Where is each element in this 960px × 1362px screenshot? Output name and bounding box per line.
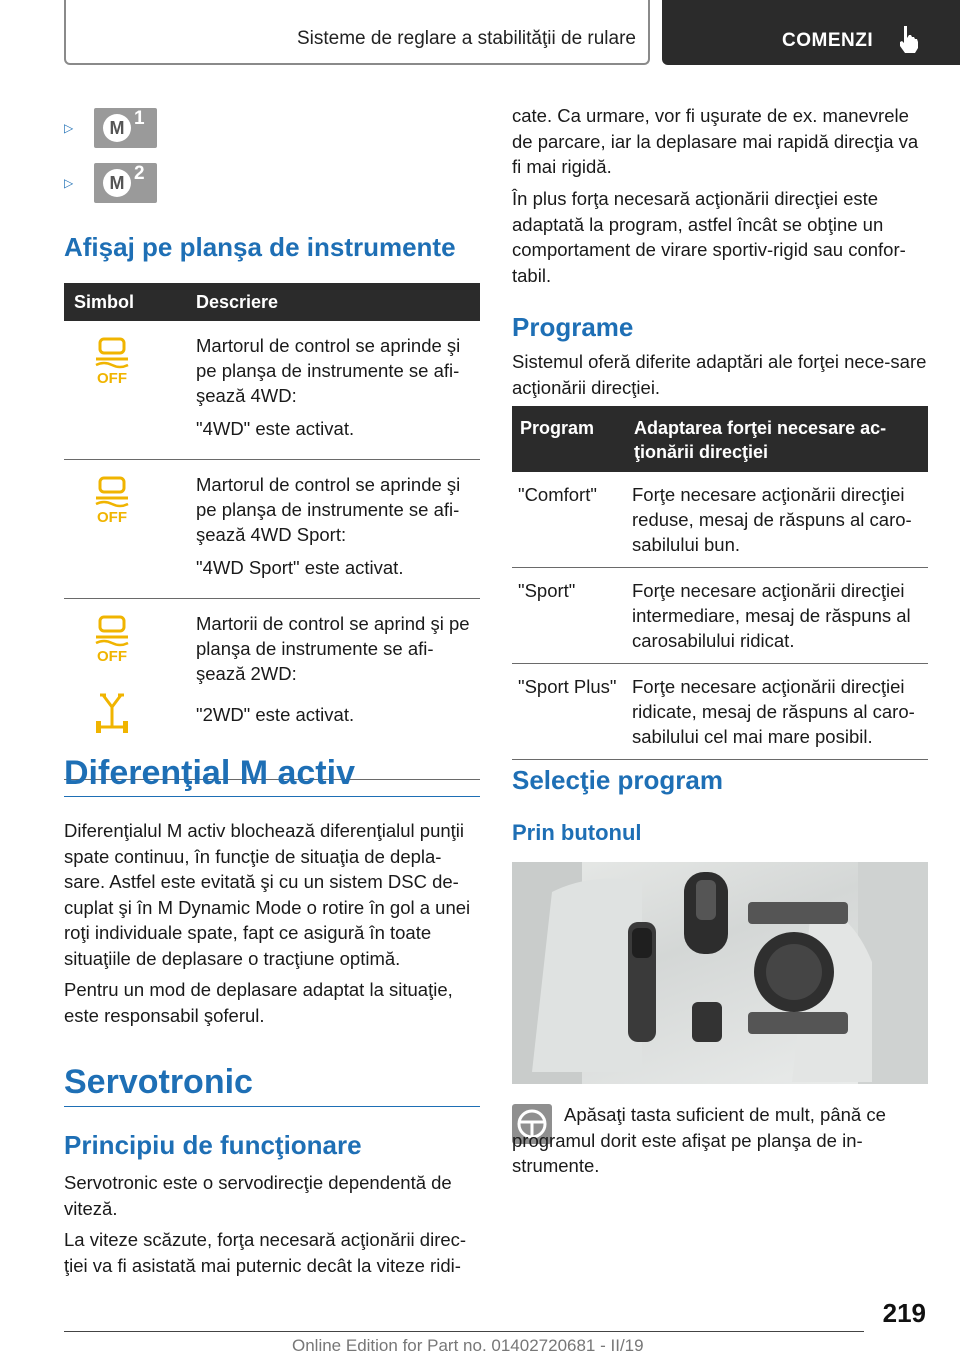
4wd-sport-off-icon [90, 474, 134, 526]
program-cell: "Sport Plus" [512, 664, 626, 760]
description-text: Martorii de control se aprind şi pe planşa de instrumente se afi‐şează 2WD: [196, 613, 470, 684]
section-divider [64, 1106, 480, 1107]
mode-button-row-1 [64, 108, 157, 148]
table-row [512, 472, 928, 568]
table-row [64, 321, 480, 460]
2wd-off-icon [90, 613, 134, 665]
programe-intro: Sistemul oferă diferite adaptări ale forţei nece‐sare acţionării direcţiei. [512, 351, 927, 398]
description-cell [182, 321, 480, 460]
page-number: 219 [882, 1298, 926, 1328]
header-title: Sisteme de reglare a stabilităţii de rulare [296, 28, 636, 49]
principiu-heading: Principiu de funcţionare [64, 1130, 362, 1160]
header-title-box [64, 0, 650, 65]
tab-comenzi[interactable] [662, 0, 960, 65]
afisaj-heading: Afişaj pe planşa de instrumente [64, 232, 456, 262]
program-desc-cell: Forţe necesare acţionării direcţiei intermediare, mesaj de răspuns al carosabilului ridicat. [626, 568, 928, 664]
m1-button-icon: M 1 [94, 108, 157, 148]
hand-pointer-icon [896, 24, 922, 54]
description-status: "2WD" este activat. [196, 704, 355, 725]
table-row [64, 599, 480, 780]
symbol-cell [64, 460, 182, 599]
column-header-descriere: Descriere [182, 283, 480, 321]
column-header-simbol: Simbol [64, 283, 182, 321]
diferential-paragraph-1: Diferenţialul M activ blochează diferenţialul punţii spate continuu, în funcţie de situaţia de depla‐sare. Astfel este evitată şi cu un sistem DSC de‐cuplat şi în M Dynamic Mode o rotire în gol a unei roţi individuale spate, fapt ce asigură în toate situaţiile de deplasare o tracţiune optimă. [64, 820, 471, 969]
page-header [0, 0, 960, 66]
servotronic-paragraph-4: În plus forţa necesară acţionării direcţiei este adaptată la program, astfel încât se obţine un comportament de virare sportiv-rigid sau confor‐tabil. [512, 188, 906, 286]
program-desc-cell: Forţe necesare acţionării direcţiei ridicate, mesaj de răspuns al caro‐sabilului cel mai mare posibil. [626, 664, 928, 760]
servotronic-paragraph-3: cate. Ca urmare, vor fi uşurate de ex. manevrele de parcare, iar la deplasare mai rapidă direcţia va fi mai rigidă. [512, 105, 919, 177]
center-console-illustration [512, 862, 928, 1084]
prin-butonul-heading: Prin butonul [512, 820, 642, 845]
description-cell [182, 599, 480, 780]
programe-table [512, 406, 928, 760]
footer-edition: Online Edition for Part no. 01402720681 - II/19 [292, 1336, 644, 1355]
m2-button-icon: M 2 [94, 163, 157, 203]
servotronic-heading: Servotronic [64, 1063, 253, 1101]
selectie-instruction: Apăsaţi tasta suficient de mult, până ce programul dorit este afişat pe planşa de in‐strumente. [512, 1104, 886, 1176]
table-row [512, 568, 928, 664]
center-console-photo [512, 862, 928, 1084]
4wd-off-icon [90, 335, 134, 387]
table-row [512, 664, 928, 760]
diferential-paragraph-2: Pentru un mod de deplasare adaptat la situaţie, este responsabil şoferul. [64, 979, 453, 1026]
programe-heading: Programe [512, 312, 634, 342]
section-divider [64, 796, 480, 797]
description-text: Martorul de control se aprinde şi pe planşa de instrumente se afi‐şează 4WD: [196, 335, 461, 406]
table-header-row [512, 406, 928, 472]
svg-text:OFF: OFF [97, 370, 127, 387]
program-desc-cell: Forţe necesare acţionării direcţiei reduse, mesaj de răspuns al caro‐sabilului bun. [626, 472, 928, 568]
servotronic-paragraph-2: La viteze scăzute, forţa necesară acţionării direc‐ţiei va fi asistată mai puternic decât la viteze ridi‐ [64, 1229, 467, 1276]
svg-text:OFF: OFF [97, 509, 127, 526]
description-status: "4WD Sport" este activat. [196, 557, 404, 578]
footer-divider [64, 1331, 864, 1332]
2wd-drivetrain-icon [90, 689, 134, 741]
diferential-heading: Diferenţial M activ [64, 754, 355, 792]
description-cell [182, 460, 480, 599]
description-text: Martorul de control se aprinde şi pe planşa de instrumente se afi‐şează 4WD Sport: [196, 474, 461, 545]
triangle-bullet-icon: ▷ [64, 176, 74, 190]
column-header-program: Program [512, 406, 626, 472]
description-status: "4WD" este activat. [196, 418, 355, 439]
mode-button-row-2 [64, 163, 157, 203]
symbol-cell [64, 599, 182, 780]
program-cell: "Sport" [512, 568, 626, 664]
svg-text:OFF: OFF [97, 648, 127, 665]
tab-comenzi-label: COMENZI [782, 30, 874, 51]
selectie-heading: Selecţie program [512, 765, 723, 795]
symbol-cell [64, 321, 182, 460]
servotronic-paragraph-1: Servotronic este o servodirecţie dependentă de viteză. [64, 1172, 452, 1219]
afisaj-table [64, 283, 480, 780]
triangle-bullet-icon: ▷ [64, 121, 74, 135]
table-header-row [64, 283, 480, 321]
table-row [64, 460, 480, 599]
program-cell: "Comfort" [512, 472, 626, 568]
column-header-adaptarea: Adaptarea forţei necesare ac‐ţionării direcţiei [626, 406, 928, 472]
